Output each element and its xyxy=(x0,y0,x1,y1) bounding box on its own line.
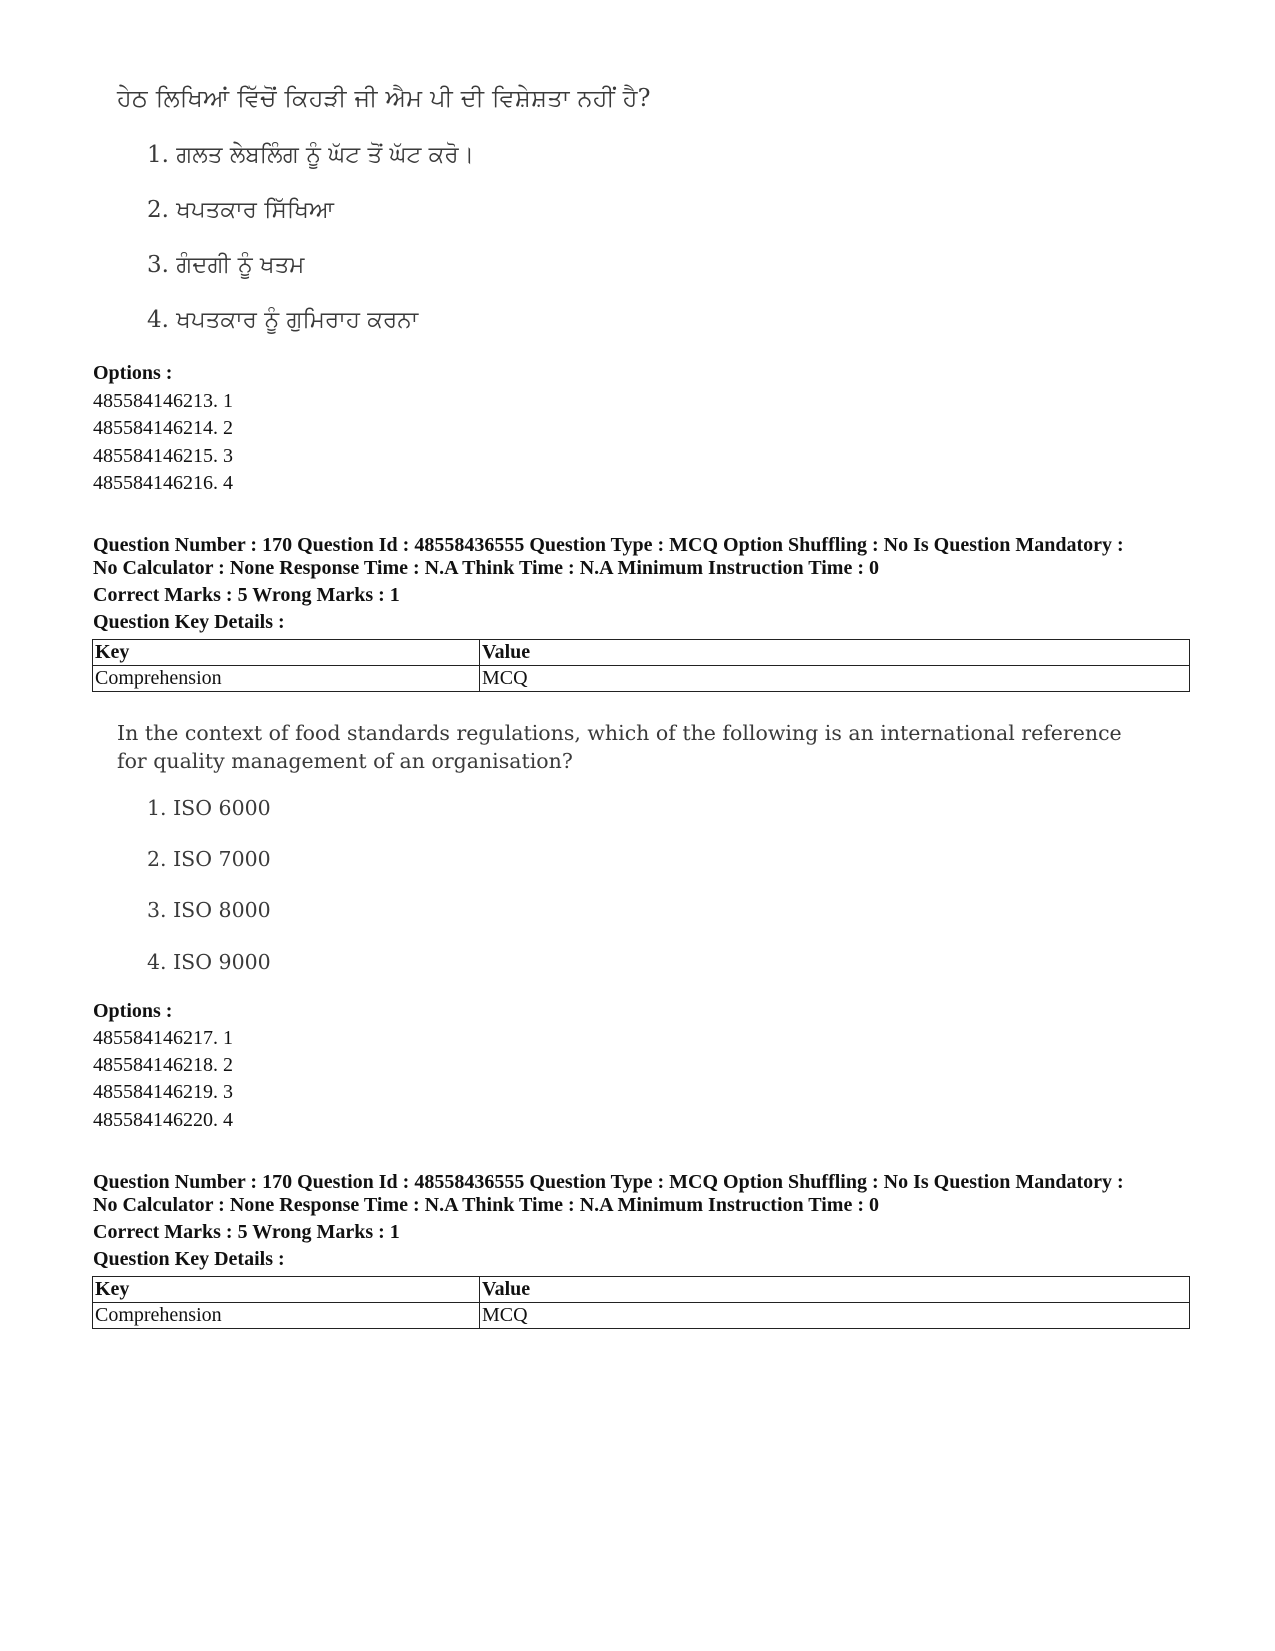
table-cell-key: Comprehension xyxy=(93,1303,480,1329)
option-id-item: 485584146218. 2 xyxy=(93,1054,233,1076)
question-meta-line-2: No Calculator : None Response Time : N.A Think Time : N.A Minimum Instruction Time : 0 xyxy=(93,1194,879,1216)
key-details-table xyxy=(92,1276,1190,1329)
question-option-2: 2. ਖਪਤਕਾਰ ਸਿੱਖਿਆ xyxy=(147,197,334,223)
question-meta-line-2: No Calculator : None Response Time : N.A Think Time : N.A Minimum Instruction Time : 0 xyxy=(93,557,879,579)
marks-line: Correct Marks : 5 Wrong Marks : 1 xyxy=(93,1221,400,1243)
table-row xyxy=(93,666,1190,692)
option-id-item: 485584146219. 3 xyxy=(93,1081,233,1103)
table-header-key: Key xyxy=(93,1277,480,1303)
key-details-table xyxy=(92,639,1190,692)
question-option-4: 4. ਖਪਤਕਾਰ ਨੂੰ ਗੁਮਿਰਾਹ ਕਰਨਾ xyxy=(147,307,419,333)
key-details-label: Question Key Details : xyxy=(93,611,285,633)
option-id-item: 485584146216. 4 xyxy=(93,472,233,494)
question-option-1: 1. ISO 6000 xyxy=(147,796,271,820)
table-header-key: Key xyxy=(93,640,480,666)
option-id-item: 485584146217. 1 xyxy=(93,1027,233,1049)
question-option-4: 4. ISO 9000 xyxy=(147,950,271,974)
question-meta xyxy=(93,1171,1203,1217)
question-option-1: 1. ਗਲਤ ਲੇਬਲਿੰਗ ਨੂੰ ਘੱਟ ਤੋਂ ਘੱਟ ਕਰੋ। xyxy=(147,142,475,168)
marks-line: Correct Marks : 5 Wrong Marks : 1 xyxy=(93,584,400,606)
options-label: Options : xyxy=(93,1000,173,1022)
option-id-item: 485584146214. 2 xyxy=(93,417,233,439)
table-cell-value: MCQ xyxy=(480,1303,1190,1329)
question-option-3: 3. ਗੰਦਗੀ ਨੂੰ ਖਤਮ xyxy=(147,252,305,278)
question-option-3: 3. ISO 8000 xyxy=(147,898,271,922)
option-id-item: 485584146220. 4 xyxy=(93,1109,233,1131)
question-meta xyxy=(93,534,1203,580)
options-label: Options : xyxy=(93,362,173,384)
table-cell-value: MCQ xyxy=(480,666,1190,692)
question-meta-line-1: Question Number : 170 Question Id : 48558436555 Question Type : MCQ Option Shuffling : No Is Question Mandatory : xyxy=(93,1171,1124,1193)
table-header-row xyxy=(93,1277,1190,1303)
question-option-2: 2. ISO 7000 xyxy=(147,847,271,871)
key-details-label: Question Key Details : xyxy=(93,1248,285,1270)
table-row xyxy=(93,1303,1190,1329)
table-header-value: Value xyxy=(480,1277,1190,1303)
option-id-item: 485584146213. 1 xyxy=(93,390,233,412)
question-stem: In the context of food standards regulations, which of the following is an international reference for quality management of an organisation? xyxy=(117,721,1122,773)
question-stem: ਹੇਠ ਲਿਖਿਆਂ ਵਿੱਚੋਂ ਕਿਹੜੀ ਜੀ ਐਮ ਪੀ ਦੀ ਵਿਸ਼ੇਸ਼ਤਾ ਨਹੀਂ ਹੈ? xyxy=(117,84,651,112)
table-header-row xyxy=(93,640,1190,666)
table-header-value: Value xyxy=(480,640,1190,666)
option-id-item: 485584146215. 3 xyxy=(93,445,233,467)
table-cell-key: Comprehension xyxy=(93,666,480,692)
question-meta-line-1: Question Number : 170 Question Id : 48558436555 Question Type : MCQ Option Shuffling : No Is Question Mandatory : xyxy=(93,534,1124,556)
